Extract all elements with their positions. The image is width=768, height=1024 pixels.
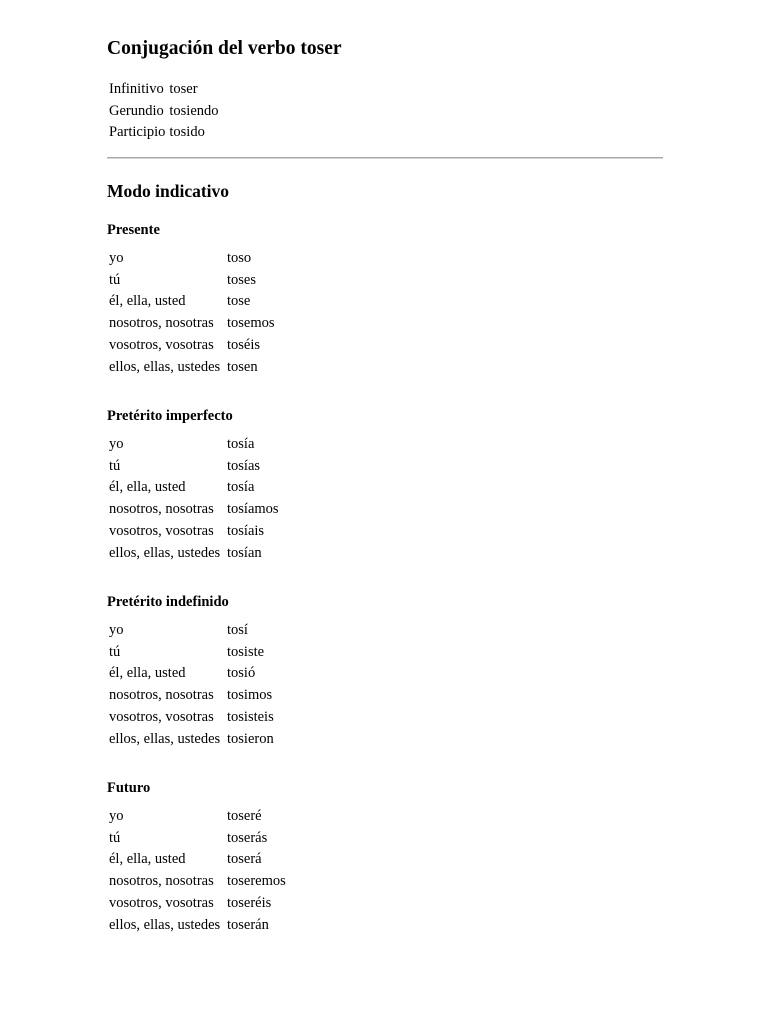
person-cell: tú xyxy=(109,829,121,846)
verb-form-cell: tosimos xyxy=(227,687,273,704)
person-cell: ellos, ellas, ustedes xyxy=(109,358,221,375)
table-row xyxy=(107,477,281,499)
form-value: tosido xyxy=(169,124,205,141)
person-cell: nosotros, nosotras xyxy=(109,315,214,332)
table-row xyxy=(107,313,277,335)
divider xyxy=(107,157,663,159)
person-cell: tú xyxy=(109,643,121,660)
verb-form-cell: tosí xyxy=(227,622,248,638)
verb-form-cell: toses xyxy=(227,271,256,288)
table-row xyxy=(107,79,221,101)
table-row xyxy=(107,893,288,915)
person-cell: tú xyxy=(109,271,121,288)
tense-title: Presente xyxy=(107,222,160,238)
verb-forms-table xyxy=(107,79,221,144)
table-row xyxy=(107,122,221,144)
person-cell: nosotros, nosotras xyxy=(109,687,214,704)
person-cell: vosotros, vosotras xyxy=(109,708,214,725)
tense-title: Pretérito imperfecto xyxy=(107,408,233,424)
person-cell: vosotros, vosotras xyxy=(109,894,214,911)
table-row xyxy=(107,849,288,871)
verb-form-cell: toserá xyxy=(227,851,262,868)
verb-form-cell: toserás xyxy=(227,829,268,846)
verb-form-cell: toseremos xyxy=(227,873,286,890)
tense-section-preterito-imperfecto xyxy=(107,406,663,561)
table-row xyxy=(107,335,277,357)
person-cell: él, ella, usted xyxy=(109,293,186,310)
table-row xyxy=(107,101,221,123)
conjugation-table xyxy=(107,434,281,564)
person-cell: vosotros, vosotras xyxy=(109,336,214,353)
verb-form-cell: tosiste xyxy=(227,643,265,660)
table-row xyxy=(107,248,277,270)
verb-form-cell: tosisteis xyxy=(227,708,274,725)
verb-form-cell: tosen xyxy=(227,358,258,375)
person-cell: él, ella, usted xyxy=(109,851,186,868)
person-cell: yo xyxy=(109,622,124,638)
table-row xyxy=(107,663,276,685)
table-row xyxy=(107,521,281,543)
verb-form-cell: tosías xyxy=(227,457,261,474)
table-row xyxy=(107,828,288,850)
table-row xyxy=(107,806,288,828)
person-cell: ellos, ellas, ustedes xyxy=(109,916,221,933)
table-row xyxy=(107,729,276,751)
form-label: Participio xyxy=(109,124,166,141)
verb-form-cell: toséis xyxy=(227,336,261,353)
verb-form-cell: tosía xyxy=(227,436,255,452)
tense-title: Pretérito indefinido xyxy=(107,594,229,610)
person-cell: ellos, ellas, ustedes xyxy=(109,730,221,747)
conjugation-table xyxy=(107,806,288,936)
verb-form-cell: tosió xyxy=(227,665,256,682)
person-cell: nosotros, nosotras xyxy=(109,873,214,890)
verb-form-cell: tosieron xyxy=(227,730,274,747)
person-cell: vosotros, vosotras xyxy=(109,522,214,539)
tense-section-presente xyxy=(107,220,663,375)
table-row xyxy=(107,456,281,478)
form-label: Gerundio xyxy=(109,102,164,119)
table-row xyxy=(107,499,281,521)
verb-form-cell: toseréis xyxy=(227,894,272,911)
table-row xyxy=(107,434,281,456)
table-row xyxy=(107,915,288,937)
person-cell: yo xyxy=(109,436,124,452)
table-row xyxy=(107,685,276,707)
verb-form-cell: toso xyxy=(227,250,252,266)
person-cell: yo xyxy=(109,250,124,266)
table-row xyxy=(107,357,277,379)
verb-form-cell: toseré xyxy=(227,808,262,824)
page-title: Conjugación del verbo toser xyxy=(107,38,342,59)
tense-section-preterito-indefinido xyxy=(107,592,663,747)
table-row xyxy=(107,543,281,565)
verb-form-cell: tosían xyxy=(227,544,262,561)
person-cell: tú xyxy=(109,457,121,474)
person-cell: él, ella, usted xyxy=(109,479,186,496)
verb-form-cell: toserán xyxy=(227,916,269,933)
table-row xyxy=(107,620,276,642)
person-cell: ellos, ellas, ustedes xyxy=(109,544,221,561)
person-cell: yo xyxy=(109,808,124,824)
tense-section-futuro xyxy=(107,778,663,933)
table-row xyxy=(107,707,276,729)
conjugation-table xyxy=(107,620,276,750)
table-row xyxy=(107,270,277,292)
person-cell: nosotros, nosotras xyxy=(109,501,214,518)
verb-form-cell: tosemos xyxy=(227,315,275,332)
table-row xyxy=(107,871,288,893)
tense-title: Futuro xyxy=(107,780,151,796)
verb-form-cell: tosíamos xyxy=(227,501,279,518)
table-row xyxy=(107,642,276,664)
form-value: tosiendo xyxy=(169,102,219,119)
form-value: toser xyxy=(169,81,198,97)
person-cell: él, ella, usted xyxy=(109,665,186,682)
verb-form-cell: tosíais xyxy=(227,522,265,539)
mode-title: Modo indicativo xyxy=(107,181,230,201)
conjugation-table xyxy=(107,248,277,378)
form-label: Infinitivo xyxy=(109,81,164,97)
verb-form-cell: tose xyxy=(227,293,251,310)
verb-form-cell: tosía xyxy=(227,479,255,496)
table-row xyxy=(107,291,277,313)
